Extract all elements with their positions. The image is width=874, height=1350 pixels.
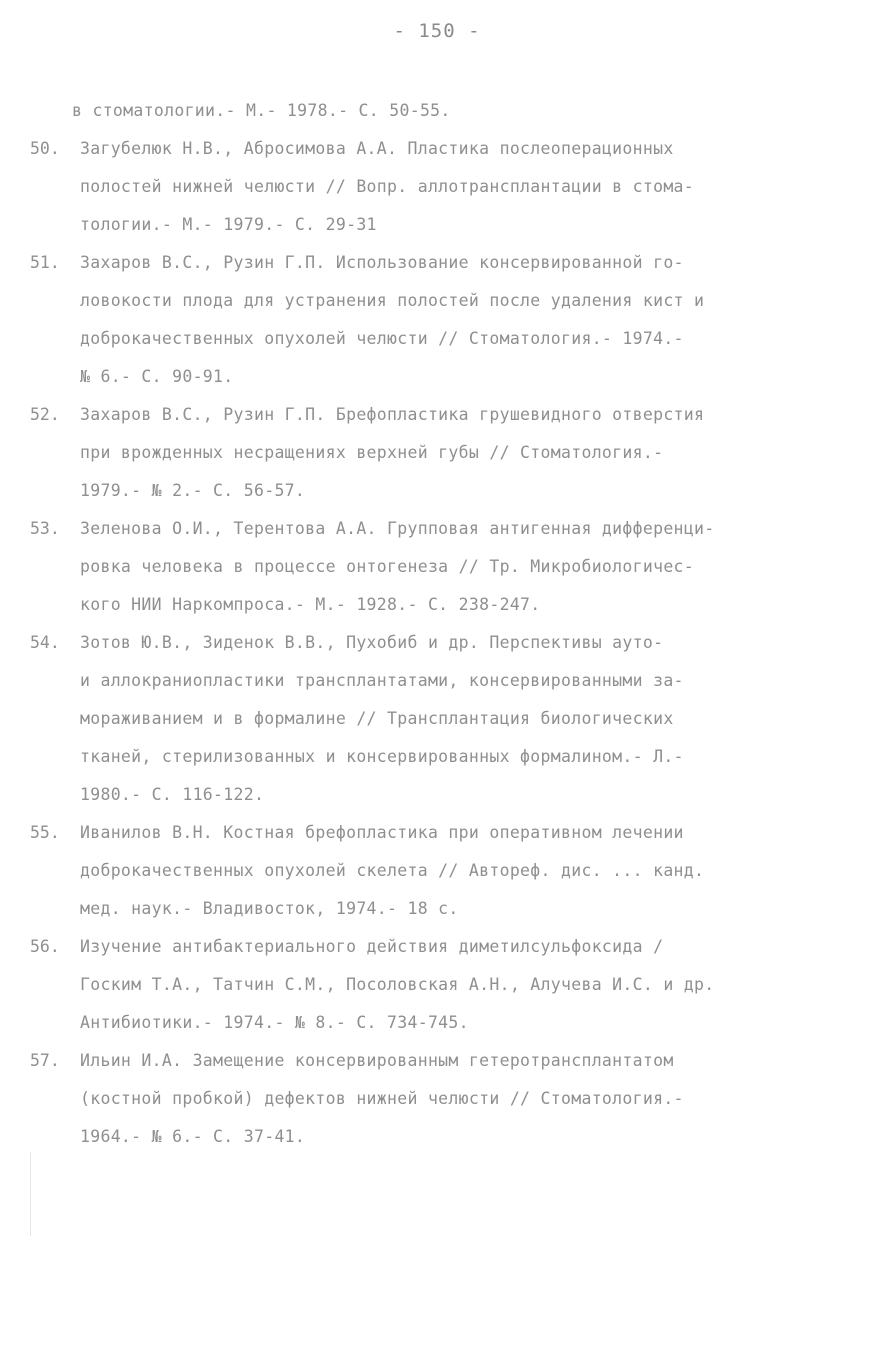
- reference-item: [0, 396, 874, 510]
- reference-item: [0, 624, 874, 814]
- reference-line: мораживанием и в формалине // Трансплантация биологических: [80, 709, 674, 728]
- reference-line: и аллокраниопластики трансплантатами, консервированными за-: [80, 671, 684, 690]
- reference-line: при врожденных несращениях верхней губы // Стоматология.-: [80, 443, 664, 462]
- reference-line: Захаров В.С., Рузин Г.П. Использование консервированной го-: [80, 253, 684, 272]
- reference-number: 57.: [30, 1051, 60, 1070]
- reference-item: [0, 1042, 874, 1156]
- reference-line: ловокости плода для устранения полостей после удаления кист и: [80, 291, 705, 310]
- reference-item: [0, 814, 874, 928]
- reference-line: Зотов Ю.В., Зиденок В.В., Пухобиб и др. Перспективы ауто-: [80, 633, 664, 652]
- reference-number: 56.: [30, 937, 60, 956]
- page-number: - 150 -: [393, 20, 481, 42]
- reference-number: 53.: [30, 519, 60, 538]
- reference-line: ровка человека в процессе онтогенеза // Тр. Микробиологичес-: [80, 557, 695, 576]
- reference-line: Иванилов В.Н. Костная брефопластика при оперативном лечении: [80, 823, 684, 842]
- reference-number: 55.: [30, 823, 60, 842]
- reference-line: Ильин И.А. Замещение консервированным гетеротрансплантатом: [80, 1051, 674, 1070]
- reference-line: (костной пробкой) дефектов нижней челюсти // Стоматология.-: [80, 1089, 684, 1108]
- reference-line: доброкачественных опухолей скелета // Автореф. дис. ... канд.: [80, 861, 705, 880]
- reference-line: 1964.- № 6.- С. 37-41.: [80, 1127, 306, 1146]
- reference-line: Госким Т.А., Татчин С.М., Посоловская А.Н., Алучева И.С. и др.: [80, 975, 715, 994]
- reference-line: 1979.- № 2.- С. 56-57.: [80, 481, 306, 500]
- reference-number: 52.: [30, 405, 60, 424]
- reference-line: Антибиотики.- 1974.- № 8.- С. 734-745.: [80, 1013, 469, 1032]
- margin-mark: [30, 1152, 31, 1236]
- reference-item: [0, 928, 874, 1042]
- reference-item: [0, 510, 874, 624]
- reference-line: Изучение антибактериального действия диметилсульфоксида /: [80, 937, 664, 956]
- reference-line: полостей нижней челюсти // Вопр. аллотрансплантации в стома-: [80, 177, 695, 196]
- reference-number: 50.: [30, 139, 60, 158]
- reference-line: 1980.- С. 116-122.: [80, 785, 265, 804]
- reference-number: 54.: [30, 633, 60, 652]
- reference-line: № 6.- С. 90-91.: [80, 367, 234, 386]
- reference-item: [0, 244, 874, 396]
- reference-line: Зеленова О.И., Терентова А.А. Групповая антигенная дифференци-: [80, 519, 715, 538]
- reference-line: Захаров В.С., Рузин Г.П. Брефопластика грушевидного отверстия: [80, 405, 705, 424]
- reference-number: 51.: [30, 253, 60, 272]
- reference-item: [0, 130, 874, 244]
- reference-line: Загубелюк Н.В., Абросимова А.А. Пластика послеоперационных: [80, 139, 674, 158]
- reference-line: кого НИИ Наркомпроса.- М.- 1928.- С. 238-247.: [80, 595, 541, 614]
- reference-list: [0, 92, 874, 1156]
- reference-line: тологии.- М.- 1979.- С. 29-31: [80, 215, 377, 234]
- reference-line: мед. наук.- Владивосток, 1974.- 18 с.: [80, 899, 459, 918]
- reference-line: тканей, стерилизованных и консервированных формалином.- Л.-: [80, 747, 684, 766]
- reference-line: доброкачественных опухолей челюсти // Стоматология.- 1974.-: [80, 329, 684, 348]
- reference-continuation: в стоматологии.- М.- 1978.- С. 50-55.: [72, 101, 451, 120]
